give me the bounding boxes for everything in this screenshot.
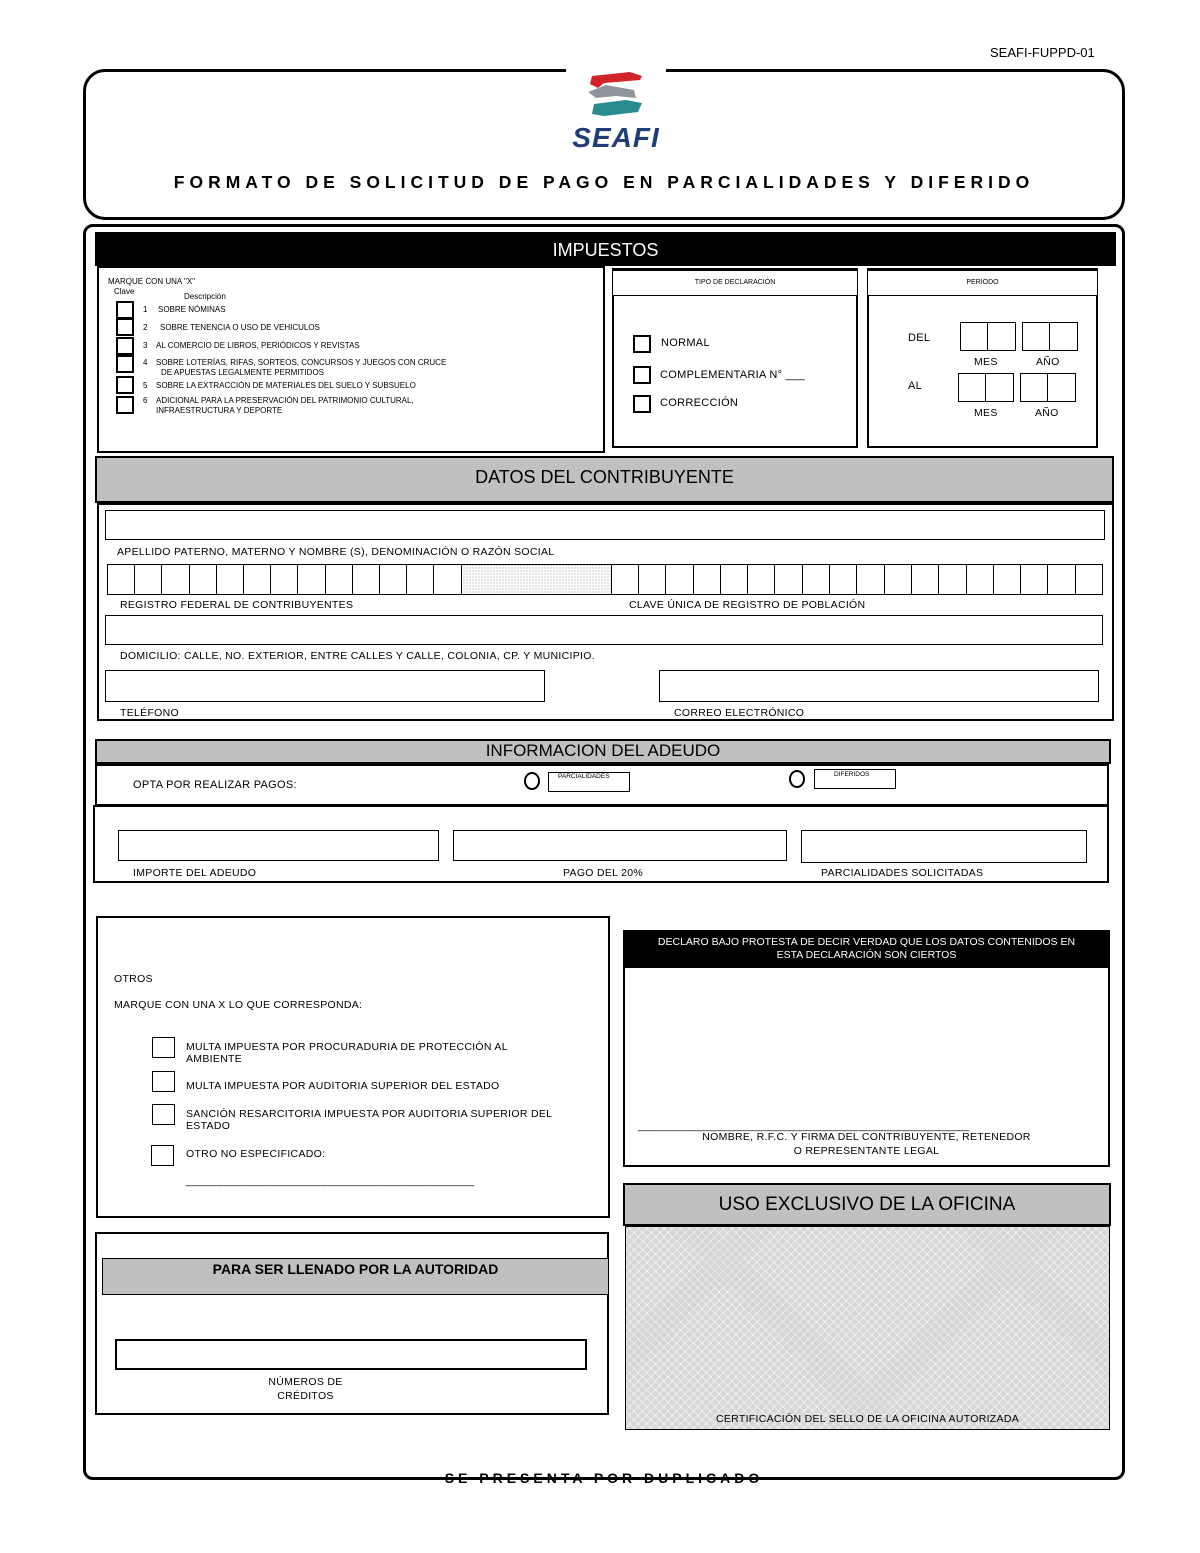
adeudo-header-text: INFORMACION DEL ADEUDO bbox=[485, 741, 721, 760]
periodo-del-label: DEL bbox=[908, 332, 931, 344]
firma-label-2: O REPRESENTANTE LEGAL bbox=[793, 1145, 940, 1157]
otros-instruction: MARQUE CON UNA X LO QUE CORRESPONDA: bbox=[114, 999, 363, 1011]
nombre-label: APELLIDO PATERNO, MATERNO Y NOMBRE (S), DENOMINACIÓN O RAZÓN SOCIAL bbox=[117, 546, 555, 558]
correo-label: CORREO ELECTRÓNICO bbox=[674, 707, 805, 719]
otro-especificado-line[interactable]: _______________________________________________ bbox=[186, 1175, 475, 1187]
creditos-field[interactable] bbox=[115, 1339, 587, 1370]
impuesto-6-desc-2: INFRAESTRUCTURA Y DEPORTE bbox=[156, 406, 283, 415]
curp-cell[interactable] bbox=[1020, 564, 1049, 595]
rfc-cell[interactable] bbox=[189, 564, 218, 595]
rfc-curp-row bbox=[107, 564, 1102, 595]
curp-cell[interactable] bbox=[1075, 564, 1104, 595]
impuesto-2-desc: SOBRE TENENCIA O USO DE VEHICULOS bbox=[160, 323, 320, 332]
otro-1-label: MULTA IMPUESTA POR PROCURADURIA DE PROTECCIÓN AL bbox=[186, 1041, 508, 1053]
creditos-label-1: NÚMEROS DE bbox=[268, 1376, 343, 1388]
impuesto-1-checkbox[interactable] bbox=[116, 301, 134, 319]
impuesto-2-checkbox[interactable] bbox=[116, 318, 134, 336]
otro-2-label: MULTA IMPUESTA POR AUDITORIA SUPERIOR DEL ESTADO bbox=[186, 1080, 500, 1092]
del-anio-1[interactable] bbox=[1022, 322, 1051, 351]
rfc-cell[interactable] bbox=[297, 564, 326, 595]
telefono-label: TELÉFONO bbox=[120, 707, 179, 719]
impuesto-6-desc: ADICIONAL PARA LA PRESERVACIÓN DEL PATRIMONIO CULTURAL, bbox=[156, 396, 414, 405]
impuesto-3-num: 3 bbox=[143, 341, 148, 350]
rfc-cell[interactable] bbox=[216, 564, 245, 595]
logo-icon bbox=[586, 70, 646, 120]
rfc-cell[interactable] bbox=[270, 564, 299, 595]
curp-cell[interactable] bbox=[1047, 564, 1076, 595]
curp-cell[interactable] bbox=[720, 564, 749, 595]
del-mes-1[interactable] bbox=[960, 322, 989, 351]
correccion-label: CORRECCIÓN bbox=[660, 397, 739, 409]
otros-box bbox=[96, 916, 610, 1218]
otros-title: OTROS bbox=[114, 973, 153, 985]
importe-label: IMPORTE DEL ADEUDO bbox=[133, 867, 257, 879]
col-clave: Clave bbox=[114, 287, 135, 296]
contribuyente-header bbox=[95, 456, 1114, 503]
curp-cell[interactable] bbox=[911, 564, 940, 595]
impuesto-5-checkbox[interactable] bbox=[116, 376, 134, 394]
contribuyente-header-text: DATOS DEL CONTRIBUYENTE bbox=[475, 467, 734, 487]
rfc-cell[interactable] bbox=[243, 564, 272, 595]
autoridad-header-text: PARA SER LLENADO POR LA AUTORIDAD bbox=[212, 1261, 499, 1277]
del-mes-2[interactable] bbox=[987, 322, 1016, 351]
oficina-header bbox=[623, 1183, 1111, 1226]
rfc-cell[interactable] bbox=[379, 564, 408, 595]
impuestos-header-text: IMPUESTOS bbox=[552, 240, 659, 260]
rfc-curp-separator bbox=[461, 564, 613, 595]
otro-1-label-2: AMBIENTE bbox=[186, 1053, 243, 1065]
impuesto-3-checkbox[interactable] bbox=[116, 337, 134, 355]
diferidos-option-text: DIFERIDOS bbox=[834, 771, 870, 778]
normal-checkbox[interactable] bbox=[633, 335, 651, 353]
footer-note: SE PRESENTA POR DUPLICADO bbox=[444, 1470, 764, 1486]
otro-3-label: SANCIÓN RESARCITORIA IMPUESTA POR AUDITORIA SUPERIOR DEL bbox=[186, 1108, 553, 1120]
del-anio-2[interactable] bbox=[1049, 322, 1078, 351]
curp-cell[interactable] bbox=[693, 564, 722, 595]
curp-cell[interactable] bbox=[993, 564, 1022, 595]
impuesto-4-desc-2: DE APUESTAS LEGALMENTE PERMITIDOS bbox=[161, 368, 324, 377]
curp-cell[interactable] bbox=[966, 564, 995, 595]
domicilio-label: DOMICILIO: CALLE, NO. EXTERIOR, ENTRE CALLES Y CALLE, COLONIA, CP. Y MUNICIPIO. bbox=[120, 650, 595, 662]
pago-20-field[interactable] bbox=[453, 830, 787, 861]
complementaria-label: COMPLEMENTARIA N° ___ bbox=[660, 369, 805, 381]
parcialidades-option-text: PARCIALIDADES bbox=[558, 773, 610, 780]
impuesto-5-desc: SOBRE LA EXTRACCIÓN DE MATERIALES DEL SUELO Y SUBSUELO bbox=[156, 381, 416, 390]
autoridad-header bbox=[102, 1258, 609, 1295]
oficina-header-text: USO EXCLUSIVO DE LA OFICINA bbox=[718, 1194, 1016, 1215]
oficina-seal-area bbox=[625, 1226, 1110, 1430]
impuesto-4-num: 4 bbox=[143, 358, 148, 367]
telefono-field[interactable] bbox=[105, 670, 545, 702]
al-mes-label: MES bbox=[974, 407, 998, 419]
complementaria-checkbox[interactable] bbox=[633, 366, 651, 384]
impuesto-4-desc: SOBRE LOTERÍAS, RIFAS, SORTEOS, CONCURSOS Y JUEGOS CON CRUCE bbox=[156, 358, 447, 367]
curp-cell[interactable] bbox=[938, 564, 967, 595]
curp-cell[interactable] bbox=[638, 564, 667, 595]
form-code: SEAFI-FUPPD-01 bbox=[990, 45, 1095, 60]
curp-cell[interactable] bbox=[611, 564, 640, 595]
parcialidades-radio[interactable] bbox=[524, 772, 540, 790]
parcialidades-solicitadas-label: PARCIALIDADES SOLICITADAS bbox=[821, 867, 984, 879]
al-anio-1[interactable] bbox=[1020, 373, 1049, 402]
logo-text: SEAFI bbox=[572, 122, 660, 153]
rfc-cell[interactable] bbox=[107, 564, 136, 595]
impuesto-6-num: 6 bbox=[143, 396, 148, 405]
curp-cell[interactable] bbox=[774, 564, 803, 595]
curp-cell[interactable] bbox=[856, 564, 885, 595]
otro-1-checkbox[interactable] bbox=[152, 1037, 175, 1058]
impuestos-instruction: MARQUE CON UNA "X" bbox=[108, 277, 196, 286]
rfc-cell[interactable] bbox=[325, 564, 354, 595]
impuesto-3-desc: AL COMERCIO DE LIBROS, PERIÓDICOS Y REVISTAS bbox=[156, 341, 360, 350]
rfc-cell[interactable] bbox=[406, 564, 435, 595]
opta-label: OPTA POR REALIZAR PAGOS: bbox=[133, 779, 297, 791]
rfc-cell[interactable] bbox=[352, 564, 381, 595]
creditos-label-2: CRÉDITOS bbox=[277, 1390, 334, 1402]
impuesto-1-num: 1 bbox=[143, 305, 148, 314]
del-anio-label: AÑO bbox=[1036, 356, 1060, 368]
otro-4-label: OTRO NO ESPECIFICADO: bbox=[186, 1148, 326, 1160]
al-mes-2[interactable] bbox=[985, 373, 1014, 402]
rfc-cell[interactable] bbox=[134, 564, 163, 595]
pago-20-label: PAGO DEL 20% bbox=[563, 867, 644, 879]
curp-cell[interactable] bbox=[747, 564, 776, 595]
firma-label-1: NOMBRE, R.F.C. Y FIRMA DEL CONTRIBUYENTE, RETENEDOR bbox=[702, 1131, 1031, 1143]
nombre-field[interactable] bbox=[105, 510, 1105, 540]
otro-2-checkbox[interactable] bbox=[152, 1071, 175, 1092]
al-anio-label: AÑO bbox=[1035, 407, 1059, 419]
domicilio-field[interactable] bbox=[105, 615, 1103, 645]
diferidos-radio[interactable] bbox=[789, 770, 805, 788]
del-mes-label: MES bbox=[974, 356, 998, 368]
curp-cell[interactable] bbox=[802, 564, 831, 595]
col-desc: Descripción bbox=[184, 292, 226, 301]
normal-label: NORMAL bbox=[661, 337, 710, 349]
al-anio-2[interactable] bbox=[1047, 373, 1076, 402]
declaracion-header bbox=[623, 930, 1110, 968]
firma-line[interactable]: ______________________________________________________ bbox=[638, 1120, 970, 1132]
impuestos-header bbox=[95, 232, 1116, 266]
adeudo-header bbox=[95, 739, 1111, 764]
curp-cell[interactable] bbox=[829, 564, 858, 595]
importe-field[interactable] bbox=[118, 830, 439, 861]
oficina-cert-label: CERTIFICACIÓN DEL SELLO DE LA OFICINA AUTORIZADA bbox=[715, 1413, 1020, 1425]
impuesto-6-checkbox[interactable] bbox=[116, 396, 134, 414]
periodo-al-label: AL bbox=[908, 380, 923, 392]
rfc-cell[interactable] bbox=[433, 564, 462, 595]
al-mes-1[interactable] bbox=[958, 373, 987, 402]
parcialidades-solicitadas-field[interactable] bbox=[801, 830, 1087, 863]
otro-3-label-2: ESTADO bbox=[186, 1120, 231, 1132]
periodo-header-text: PERIODO bbox=[966, 279, 999, 286]
rfc-label: REGISTRO FEDERAL DE CONTRIBUYENTES bbox=[120, 599, 354, 611]
otro-4-checkbox[interactable] bbox=[151, 1145, 174, 1166]
impuesto-4-checkbox[interactable] bbox=[116, 355, 134, 373]
impuesto-5-num: 5 bbox=[143, 381, 148, 390]
otro-3-checkbox[interactable] bbox=[152, 1104, 175, 1125]
declaracion-header-l1: DECLARO BAJO PROTESTA DE DECIR VERDAD QUE LOS DATOS CONTENIDOS EN bbox=[657, 936, 1076, 948]
impuesto-1-desc: SOBRE NÓMINAS bbox=[158, 305, 226, 314]
declaracion-header-l2: ESTA DECLARACIÓN SON CIERTOS bbox=[776, 949, 957, 961]
curp-cell[interactable] bbox=[884, 564, 913, 595]
correccion-checkbox[interactable] bbox=[633, 395, 651, 413]
seafi-logo bbox=[586, 70, 646, 120]
curp-label: CLAVE ÚNICA DE REGISTRO DE POBLACIÓN bbox=[629, 599, 866, 611]
page-title: FORMATO DE SOLICITUD DE PAGO EN PARCIALIDADES Y DIFERIDO bbox=[173, 172, 1035, 192]
curp-cell[interactable] bbox=[665, 564, 694, 595]
tipo-declaracion-header-text: TIPO DE DECLARACIÓN bbox=[694, 279, 776, 286]
correo-field[interactable] bbox=[659, 670, 1099, 702]
rfc-cell[interactable] bbox=[161, 564, 190, 595]
impuesto-2-num: 2 bbox=[143, 323, 148, 332]
